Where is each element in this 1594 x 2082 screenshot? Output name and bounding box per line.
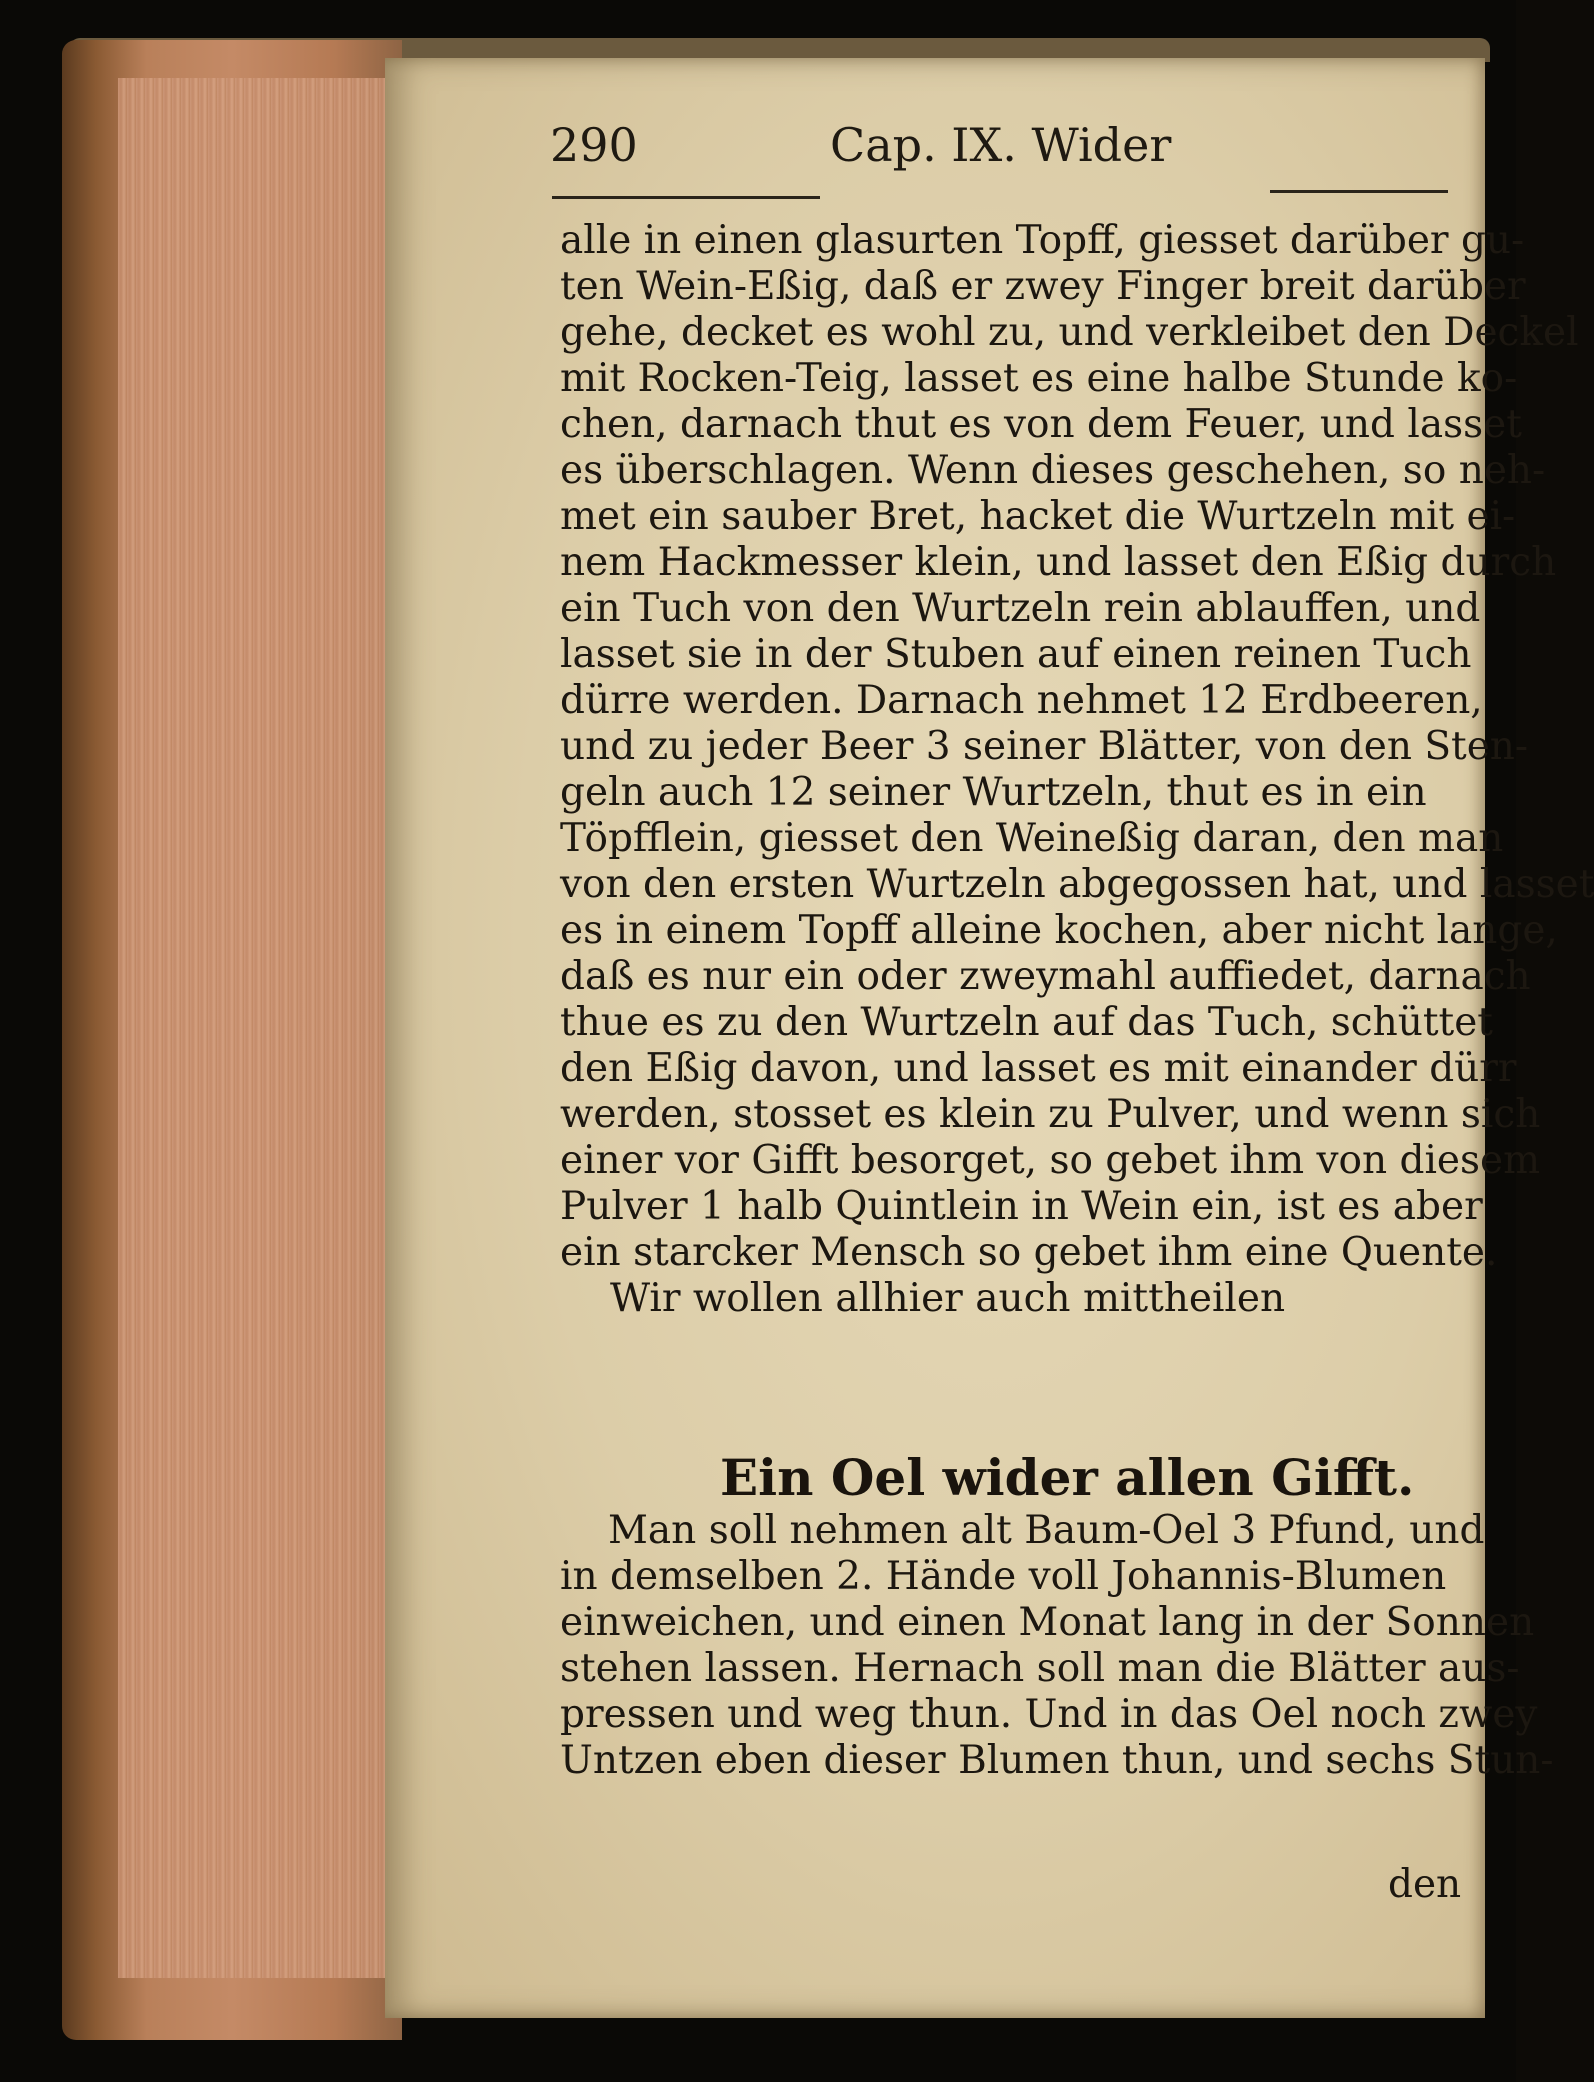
text-line: und zu jeder Beer 3 seiner Blätter, von den Sten- [560, 724, 1529, 769]
text-line: gehe, decket es wohl zu, und verkleibet den Deckel [560, 310, 1579, 355]
text-line: lasset sie in der Stuben auf einen reinen Tuch [560, 632, 1472, 677]
text-line: in demselben 2. Hände voll Johannis-Blumen [560, 1554, 1447, 1599]
text-line: Wir wollen allhier auch mittheilen [610, 1276, 1286, 1321]
text-line: thue es zu den Wurtzeln auf das Tuch, schüttet [560, 1000, 1493, 1045]
text-line: einer vor Gifft besorget, so gebet ihm von diesem [560, 1138, 1541, 1183]
text-line: pressen und weg thun. Und in das Oel noch zwey [560, 1692, 1538, 1737]
header-rule-right [1270, 190, 1448, 193]
text-line: es in einem Topff alleine kochen, aber nicht lange, [560, 908, 1558, 953]
page-number: 290 [550, 118, 638, 172]
running-title: Cap. IX. Wider [830, 118, 1172, 172]
text-line: ein starcker Mensch so gebet ihm eine Quente. [560, 1230, 1498, 1275]
text-line: Pulver 1 halb Quintlein in Wein ein, ist es aber [560, 1184, 1483, 1229]
text-line: Man soll nehmen alt Baum-Oel 3 Pfund, und [608, 1508, 1485, 1553]
text-line: chen, darnach thut es von dem Feuer, und lasset [560, 402, 1522, 447]
text-line: den Eßig davon, und lasset es mit einander dürr [560, 1046, 1517, 1091]
body-text-2 [560, 1508, 1554, 1784]
text-line: Untzen eben dieser Blumen thun, und sechs Stun- [560, 1738, 1554, 1783]
body-text [560, 218, 1594, 1322]
text-line: dürre werden. Darnach nehmet 12 Erdbeeren, [560, 678, 1483, 723]
page-header [550, 118, 1450, 188]
text-line: ten Wein-Eßig, daß er zwey Finger breit darüber [560, 264, 1526, 309]
text-line: stehen lassen. Hernach soll man die Blätter aus- [560, 1646, 1520, 1691]
header-rule-left [552, 196, 820, 199]
text-line: met ein sauber Bret, hacket die Wurtzeln mit ei- [560, 494, 1516, 539]
text-line: daß es nur ein oder zweymahl auffiedet, darnach [560, 954, 1531, 999]
section-heading: Ein Oel wider allen Gifft. [720, 1448, 1415, 1507]
text-line: von den ersten Wurtzeln abgegossen hat, und lasset [560, 862, 1594, 907]
text-line: ein Tuch von den Wurtzeln rein ablauffen, und [560, 586, 1481, 631]
text-line: alle in einen glasurten Topff, giesset darüber gu- [560, 218, 1525, 263]
text-line: einweichen, und einen Monat lang in der Sonnen [560, 1600, 1535, 1645]
page-stack-edges [118, 78, 386, 1978]
text-line: nem Hackmesser klein, und lasset den Eßig durch [560, 540, 1557, 585]
catchword: den [1388, 1862, 1462, 1907]
text-line: mit Rocken-Teig, lasset es eine halbe Stunde ko- [560, 356, 1518, 401]
text-line: Töpfflein, giesset den Weineßig daran, den man [560, 816, 1504, 861]
text-line: geln auch 12 seiner Wurtzeln, thut es in ein [560, 770, 1427, 815]
text-line: werden, stosset es klein zu Pulver, und wenn sich [560, 1092, 1541, 1137]
text-line: es überschlagen. Wenn dieses geschehen, so neh- [560, 448, 1546, 493]
